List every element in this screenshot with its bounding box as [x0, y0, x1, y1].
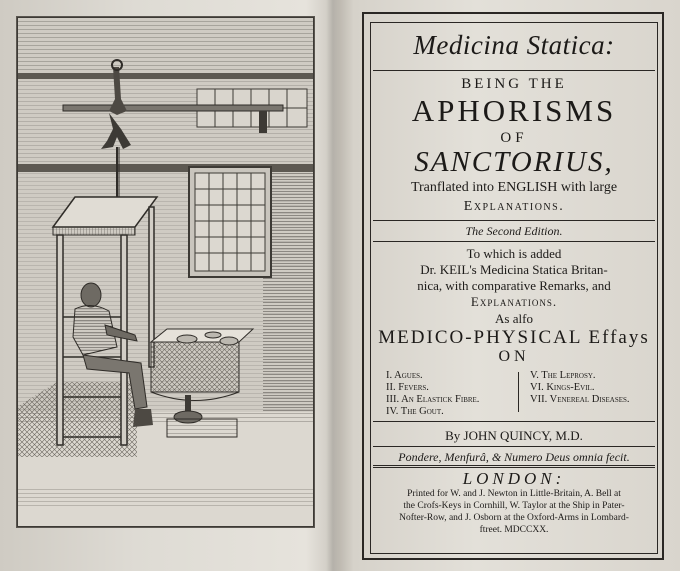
to-which-is-added: To which is added: [466, 246, 562, 261]
edition-statement: The Second Edition.: [465, 224, 563, 238]
essay-item: VII. Venereal Diseases.: [530, 394, 630, 405]
essay-item: II. Fevers.: [386, 382, 429, 393]
essay-item: VI. Kings-Evil.: [530, 382, 595, 393]
imprint-line: the Crofs-Keys in Cornhill, W. Taylor at the Ship in Pater-: [403, 501, 625, 511]
keil-line-3: Explanations.: [470, 294, 558, 309]
as-also: As alfo: [495, 311, 533, 326]
keil-line-2: nica, with comparative Remarks, and: [417, 278, 611, 293]
imprint-line: Printed for W. and J. Newton in Little-Britain, A. Bell at: [407, 489, 621, 499]
weighing-chair-illustration: [17, 17, 314, 527]
essay-list-right: [530, 370, 630, 406]
medico-physical-essays: MEDICO-PHYSICAL Effays: [378, 327, 650, 348]
rule-divider: [373, 220, 655, 221]
essay-item: V. The Leprosy.: [530, 370, 596, 381]
subtitle-being-the: BEING THE: [461, 76, 567, 92]
double-rule-divider: [373, 465, 655, 468]
rule-divider: [373, 446, 655, 447]
essay-column-divider: [518, 372, 519, 412]
essay-item: IV. The Gout.: [386, 406, 444, 417]
essays-on: ON: [498, 348, 530, 365]
essay-item: I. Agues.: [386, 370, 423, 381]
essay-list-left: [386, 370, 479, 418]
author-line: By JOHN QUINCY, M.D.: [445, 428, 583, 443]
subtitle-sanctorius: SANCTORIUS,: [414, 146, 614, 178]
subtitle-aphorisms: APHORISMS: [411, 93, 617, 128]
book-title: Medicina Statica:: [413, 30, 615, 60]
imprint-line: ftreet. MDCCXX.: [479, 525, 549, 535]
translation-note: Tranflated into ENGLISH with large: [410, 180, 618, 195]
book-gutter: [326, 0, 340, 571]
latin-motto: Pondere, Menfurâ, & Numero Deus omnia fecit.: [398, 450, 630, 464]
imprint-line: Nofter-Row, and J. Osborn at the Oxford-Arms in Lombard-: [399, 513, 629, 523]
keil-line-1: Dr. KEIL's Medicina Statica Britan-: [420, 262, 608, 277]
rule-divider: [373, 421, 655, 422]
essay-item: III. An Elastick Fibre.: [386, 394, 480, 405]
explanations-line: Explanations.: [463, 199, 565, 214]
rule-divider: [373, 241, 655, 242]
rule-divider: [373, 70, 655, 71]
imprint-city: LONDON:: [462, 469, 566, 488]
frontispiece-engraving: [16, 16, 315, 528]
subtitle-of: OF: [500, 130, 528, 146]
